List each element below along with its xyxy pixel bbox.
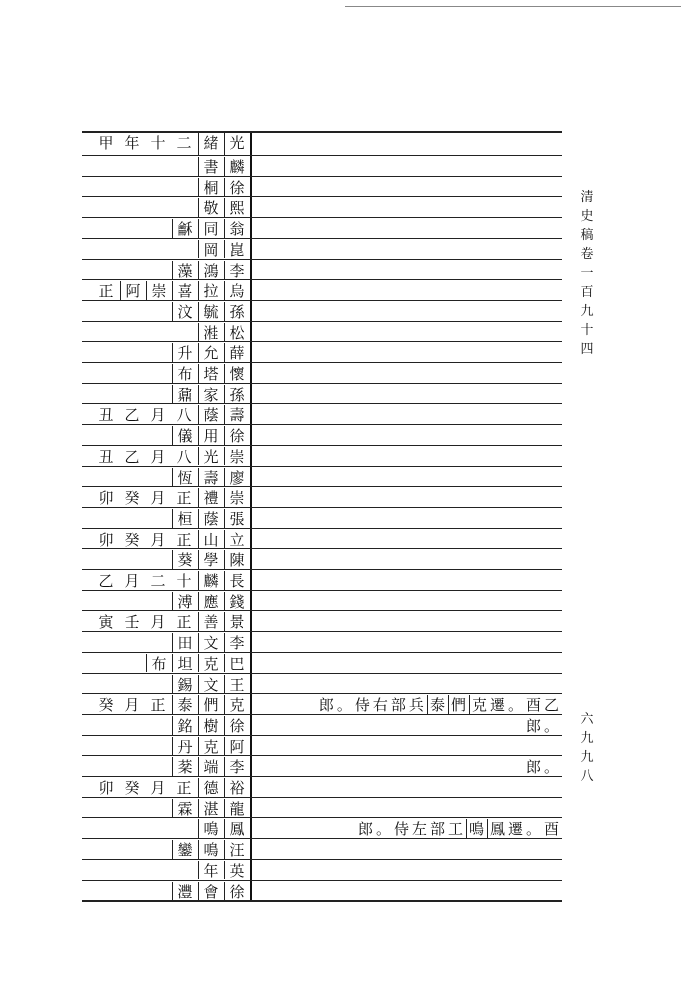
name-char: 月 <box>150 447 166 466</box>
table-row <box>82 219 562 238</box>
annotation-segment: 們 <box>448 695 469 715</box>
name-char: 壽 <box>224 405 249 424</box>
annotation-segment: 遷。酉 <box>507 820 562 839</box>
name-char: 二 <box>176 134 192 152</box>
table-row <box>82 323 562 342</box>
annotation <box>319 695 562 714</box>
name-char: 湛 <box>198 799 223 818</box>
table-row <box>82 261 562 280</box>
name-char: 克 <box>198 737 223 756</box>
table-row <box>82 882 562 901</box>
name-char: 蔭 <box>198 405 223 424</box>
name-char: 十 <box>176 572 192 590</box>
name-char: 鼐 <box>172 385 197 404</box>
name-char: 崇 <box>146 281 171 300</box>
name-char: 李 <box>224 757 249 776</box>
name-char: 文 <box>198 633 223 652</box>
annotation-segment: 泰 <box>427 695 448 715</box>
official-appointments-table <box>82 131 562 909</box>
name-char: 英 <box>224 861 249 880</box>
row-rule <box>82 693 562 694</box>
name-char: 鳴 <box>198 819 223 838</box>
name-char: 癸 <box>124 489 140 508</box>
name-char: 岡 <box>198 240 223 259</box>
row-rule <box>82 300 562 301</box>
row-rule <box>82 486 562 487</box>
name-char: 寅 <box>98 613 114 632</box>
row-rule <box>82 238 562 239</box>
name-char: 月 <box>150 779 166 797</box>
name-char: 月 <box>150 489 166 508</box>
name-char: 卯 <box>98 530 114 549</box>
running-header-char: 卷 <box>580 247 594 262</box>
name-char: 正 <box>176 489 192 508</box>
annotation-segment: 郎。 <box>525 716 562 735</box>
row-rule <box>82 652 562 653</box>
table-row <box>82 364 562 383</box>
table-row <box>82 385 562 404</box>
annotation <box>358 819 562 838</box>
annotation-segment: 鳴 <box>466 819 487 839</box>
row-rule <box>82 528 562 529</box>
row-rule <box>82 817 562 818</box>
row-rule <box>82 859 562 860</box>
name-char: 熙 <box>224 198 249 217</box>
name-char: 烏 <box>224 281 249 300</box>
name-char: 八 <box>176 406 192 425</box>
name-char: 丹 <box>172 737 197 756</box>
table-row <box>82 447 562 466</box>
annotation-segment: 克 <box>469 695 490 715</box>
table-row <box>82 405 562 424</box>
running-header-char: 百 <box>580 285 594 300</box>
name-char: 孫 <box>224 385 249 404</box>
running-header-char: 稿 <box>580 228 594 243</box>
row-rule <box>82 776 562 777</box>
row-rule <box>82 196 562 197</box>
name-char: 乙 <box>124 406 140 425</box>
row-rule <box>82 155 562 156</box>
name-char: 徐 <box>224 178 249 197</box>
name-char: 壬 <box>124 613 140 632</box>
row-rule <box>82 424 562 425</box>
row-rule <box>82 631 562 632</box>
name-char: 文 <box>198 675 223 694</box>
row-rule <box>82 445 562 446</box>
name-char: 布 <box>172 364 197 383</box>
name-char: 阿 <box>120 281 145 300</box>
row-rule <box>82 548 562 549</box>
name-char: 松 <box>224 323 249 342</box>
name-char: 巴 <box>224 654 249 673</box>
running-header-char: 清 <box>580 190 594 205</box>
name-char: 善 <box>198 612 223 631</box>
name-char: 麟 <box>198 571 223 590</box>
name-char: 應 <box>198 592 223 611</box>
name-char: 翁 <box>224 219 249 238</box>
row-rule <box>82 217 562 218</box>
name-char: 布 <box>146 654 171 673</box>
name-char: 徐 <box>224 882 249 901</box>
row-rule <box>82 569 562 570</box>
row-rule <box>82 838 562 839</box>
name-char: 敬 <box>198 198 223 217</box>
name-char: 正 <box>176 779 192 797</box>
page-number-char: 八 <box>580 769 594 784</box>
name-char: 李 <box>224 633 249 652</box>
name-char: 光 <box>198 447 223 466</box>
running-header <box>579 188 595 359</box>
name-char: 八 <box>176 447 192 466</box>
name-char: 十 <box>150 134 166 152</box>
name-char: 鳴 <box>198 840 223 859</box>
table-row <box>82 695 562 714</box>
name-char: 會 <box>198 882 223 901</box>
name-char: 懷 <box>224 364 249 383</box>
running-header-char: 史 <box>580 209 594 224</box>
name-char: 溥 <box>172 592 197 611</box>
name-char: 坦 <box>172 654 197 673</box>
name-char: 丑 <box>98 406 114 425</box>
name-char: 藻 <box>172 261 197 280</box>
name-char: 霖 <box>172 799 197 818</box>
name-char: 桐 <box>198 178 223 197</box>
name-char: 李 <box>224 261 249 280</box>
name-char: 乙 <box>124 447 140 466</box>
name-char: 儀 <box>172 426 197 445</box>
name-char: 景 <box>224 612 249 631</box>
running-header-char: 九 <box>580 304 594 319</box>
name-char: 鳳 <box>224 819 249 838</box>
name-char: 癸 <box>124 779 140 797</box>
annotation <box>526 716 562 735</box>
table-row <box>82 861 562 880</box>
name-char: 灃 <box>172 882 197 901</box>
name-char: 卯 <box>98 779 114 797</box>
annotation-segment: 郎。侍左部工 <box>357 820 466 839</box>
page-number-char: 六 <box>580 712 594 727</box>
table-row <box>82 240 562 259</box>
row-rule <box>82 610 562 611</box>
name-char: 家 <box>198 385 223 404</box>
row-rule <box>82 507 562 508</box>
row-rule <box>82 590 562 591</box>
name-char: 月 <box>124 696 140 715</box>
name-char: 長 <box>224 571 249 590</box>
name-char: 月 <box>150 613 166 632</box>
name-char: 甲 <box>98 134 114 152</box>
table-row <box>82 840 562 859</box>
name-char: 錫 <box>172 675 197 694</box>
table-row <box>82 468 562 487</box>
name-char: 田 <box>172 633 197 652</box>
name-char: 學 <box>198 550 223 569</box>
name-char: 阿 <box>224 737 249 756</box>
table-row <box>82 633 562 652</box>
table-row <box>82 778 562 797</box>
running-header-char: 一 <box>580 266 594 281</box>
table-row <box>82 426 562 445</box>
running-header-char: 四 <box>580 342 594 357</box>
table-row <box>82 592 562 611</box>
table-row <box>82 509 562 528</box>
name-char: 丑 <box>98 447 114 466</box>
table-row <box>82 550 562 569</box>
name-char: 崇 <box>224 447 249 466</box>
annotation <box>526 757 562 776</box>
name-char: 乙 <box>98 572 114 590</box>
page-number <box>579 710 595 786</box>
row-rule <box>82 880 562 881</box>
name-char: 龍 <box>224 799 249 818</box>
name-char: 薛 <box>224 343 249 362</box>
name-char: 年 <box>124 134 140 152</box>
name-char: 同 <box>198 219 223 238</box>
table-row <box>82 612 562 631</box>
row-rule <box>82 466 562 467</box>
name-char: 緒 <box>198 133 223 155</box>
name-char: 卯 <box>98 489 114 508</box>
name-char: 立 <box>224 530 249 549</box>
name-char: 癸 <box>124 530 140 549</box>
name-char: 月 <box>150 530 166 549</box>
name-char: 光 <box>224 133 249 155</box>
name-char: 蔭 <box>198 509 223 528</box>
name-char: 龢 <box>172 219 197 238</box>
table-row <box>82 819 562 838</box>
name-char: 正 <box>98 282 114 301</box>
name-char: 錢 <box>224 592 249 611</box>
table-row <box>82 302 562 321</box>
name-char: 拉 <box>198 281 223 300</box>
name-char: 張 <box>224 509 249 528</box>
name-char: 正 <box>176 613 192 632</box>
name-char: 裕 <box>224 778 249 797</box>
name-char: 孫 <box>224 302 249 321</box>
row-rule <box>82 383 562 384</box>
name-char: 喜 <box>172 281 197 300</box>
name-char: 升 <box>172 343 197 362</box>
table-row <box>82 799 562 818</box>
name-char: 棻 <box>172 757 197 776</box>
name-char: 塔 <box>198 364 223 383</box>
name-char: 崇 <box>224 488 249 507</box>
name-char: 毓 <box>198 302 223 321</box>
row-rule <box>82 321 562 322</box>
table-row <box>82 488 562 507</box>
annotation-segment: 鳳 <box>487 819 508 839</box>
running-header-char: 十 <box>580 323 594 338</box>
name-char: 山 <box>198 530 223 549</box>
name-char: 德 <box>198 778 223 797</box>
name-char: 癸 <box>98 696 114 715</box>
table-row <box>82 343 562 362</box>
name-char: 陳 <box>224 550 249 569</box>
name-char: 汪 <box>224 840 249 859</box>
annotation-segment: 郎。侍右部兵 <box>318 696 427 715</box>
table-row <box>82 157 562 176</box>
name-char: 崑 <box>224 240 249 259</box>
table-row <box>82 281 562 300</box>
name-char: 二 <box>150 572 166 590</box>
row-rule <box>82 403 562 404</box>
name-char: 書 <box>198 157 223 176</box>
name-char: 泰 <box>172 695 197 714</box>
row-rule <box>82 362 562 363</box>
name-char: 徐 <box>224 716 249 735</box>
table-row <box>82 675 562 694</box>
row-rule <box>82 341 562 342</box>
row-rule <box>82 259 562 260</box>
table-row <box>82 178 562 197</box>
name-char: 恆 <box>172 468 197 487</box>
table-row <box>82 716 562 735</box>
name-char: 月 <box>124 572 140 590</box>
name-char: 們 <box>198 695 223 714</box>
name-char: 月 <box>150 406 166 425</box>
name-char: 王 <box>224 675 249 694</box>
row-rule <box>82 900 562 902</box>
name-char: 端 <box>198 757 223 776</box>
name-char: 壽 <box>198 468 223 487</box>
name-char: 鑾 <box>172 840 197 859</box>
name-char: 年 <box>198 861 223 880</box>
table-row <box>82 198 562 217</box>
row-rule <box>82 797 562 798</box>
name-char: 允 <box>198 343 223 362</box>
name-char: 溎 <box>198 323 223 342</box>
name-char: 正 <box>150 696 166 715</box>
name-char: 桓 <box>172 509 197 528</box>
top-rule <box>345 6 681 7</box>
name-char: 禮 <box>198 488 223 507</box>
row-rule <box>82 755 562 756</box>
page-number-char: 九 <box>580 731 594 746</box>
table-row <box>82 654 562 673</box>
name-char: 克 <box>224 695 249 714</box>
table-row <box>82 737 562 756</box>
name-char: 鴻 <box>198 261 223 280</box>
page-number-char: 九 <box>580 750 594 765</box>
row-rule <box>82 714 562 715</box>
name-char: 正 <box>176 530 192 549</box>
name-char: 銘 <box>172 716 197 735</box>
name-char: 麟 <box>224 157 249 176</box>
row-rule <box>82 279 562 280</box>
table-row <box>82 757 562 776</box>
name-char: 廖 <box>224 468 249 487</box>
name-char: 克 <box>198 654 223 673</box>
annotation-segment: 郎。 <box>525 758 562 777</box>
name-char: 徐 <box>224 426 249 445</box>
name-char: 汶 <box>172 302 197 321</box>
name-char: 葵 <box>172 550 197 569</box>
table-row <box>82 133 562 155</box>
row-rule <box>82 673 562 674</box>
name-char: 用 <box>198 426 223 445</box>
row-rule <box>82 176 562 177</box>
annotation-segment: 遷。酉乙 <box>489 696 562 715</box>
table-row <box>82 530 562 549</box>
name-char: 樹 <box>198 716 223 735</box>
row-rule <box>82 735 562 736</box>
table-row <box>82 571 562 590</box>
